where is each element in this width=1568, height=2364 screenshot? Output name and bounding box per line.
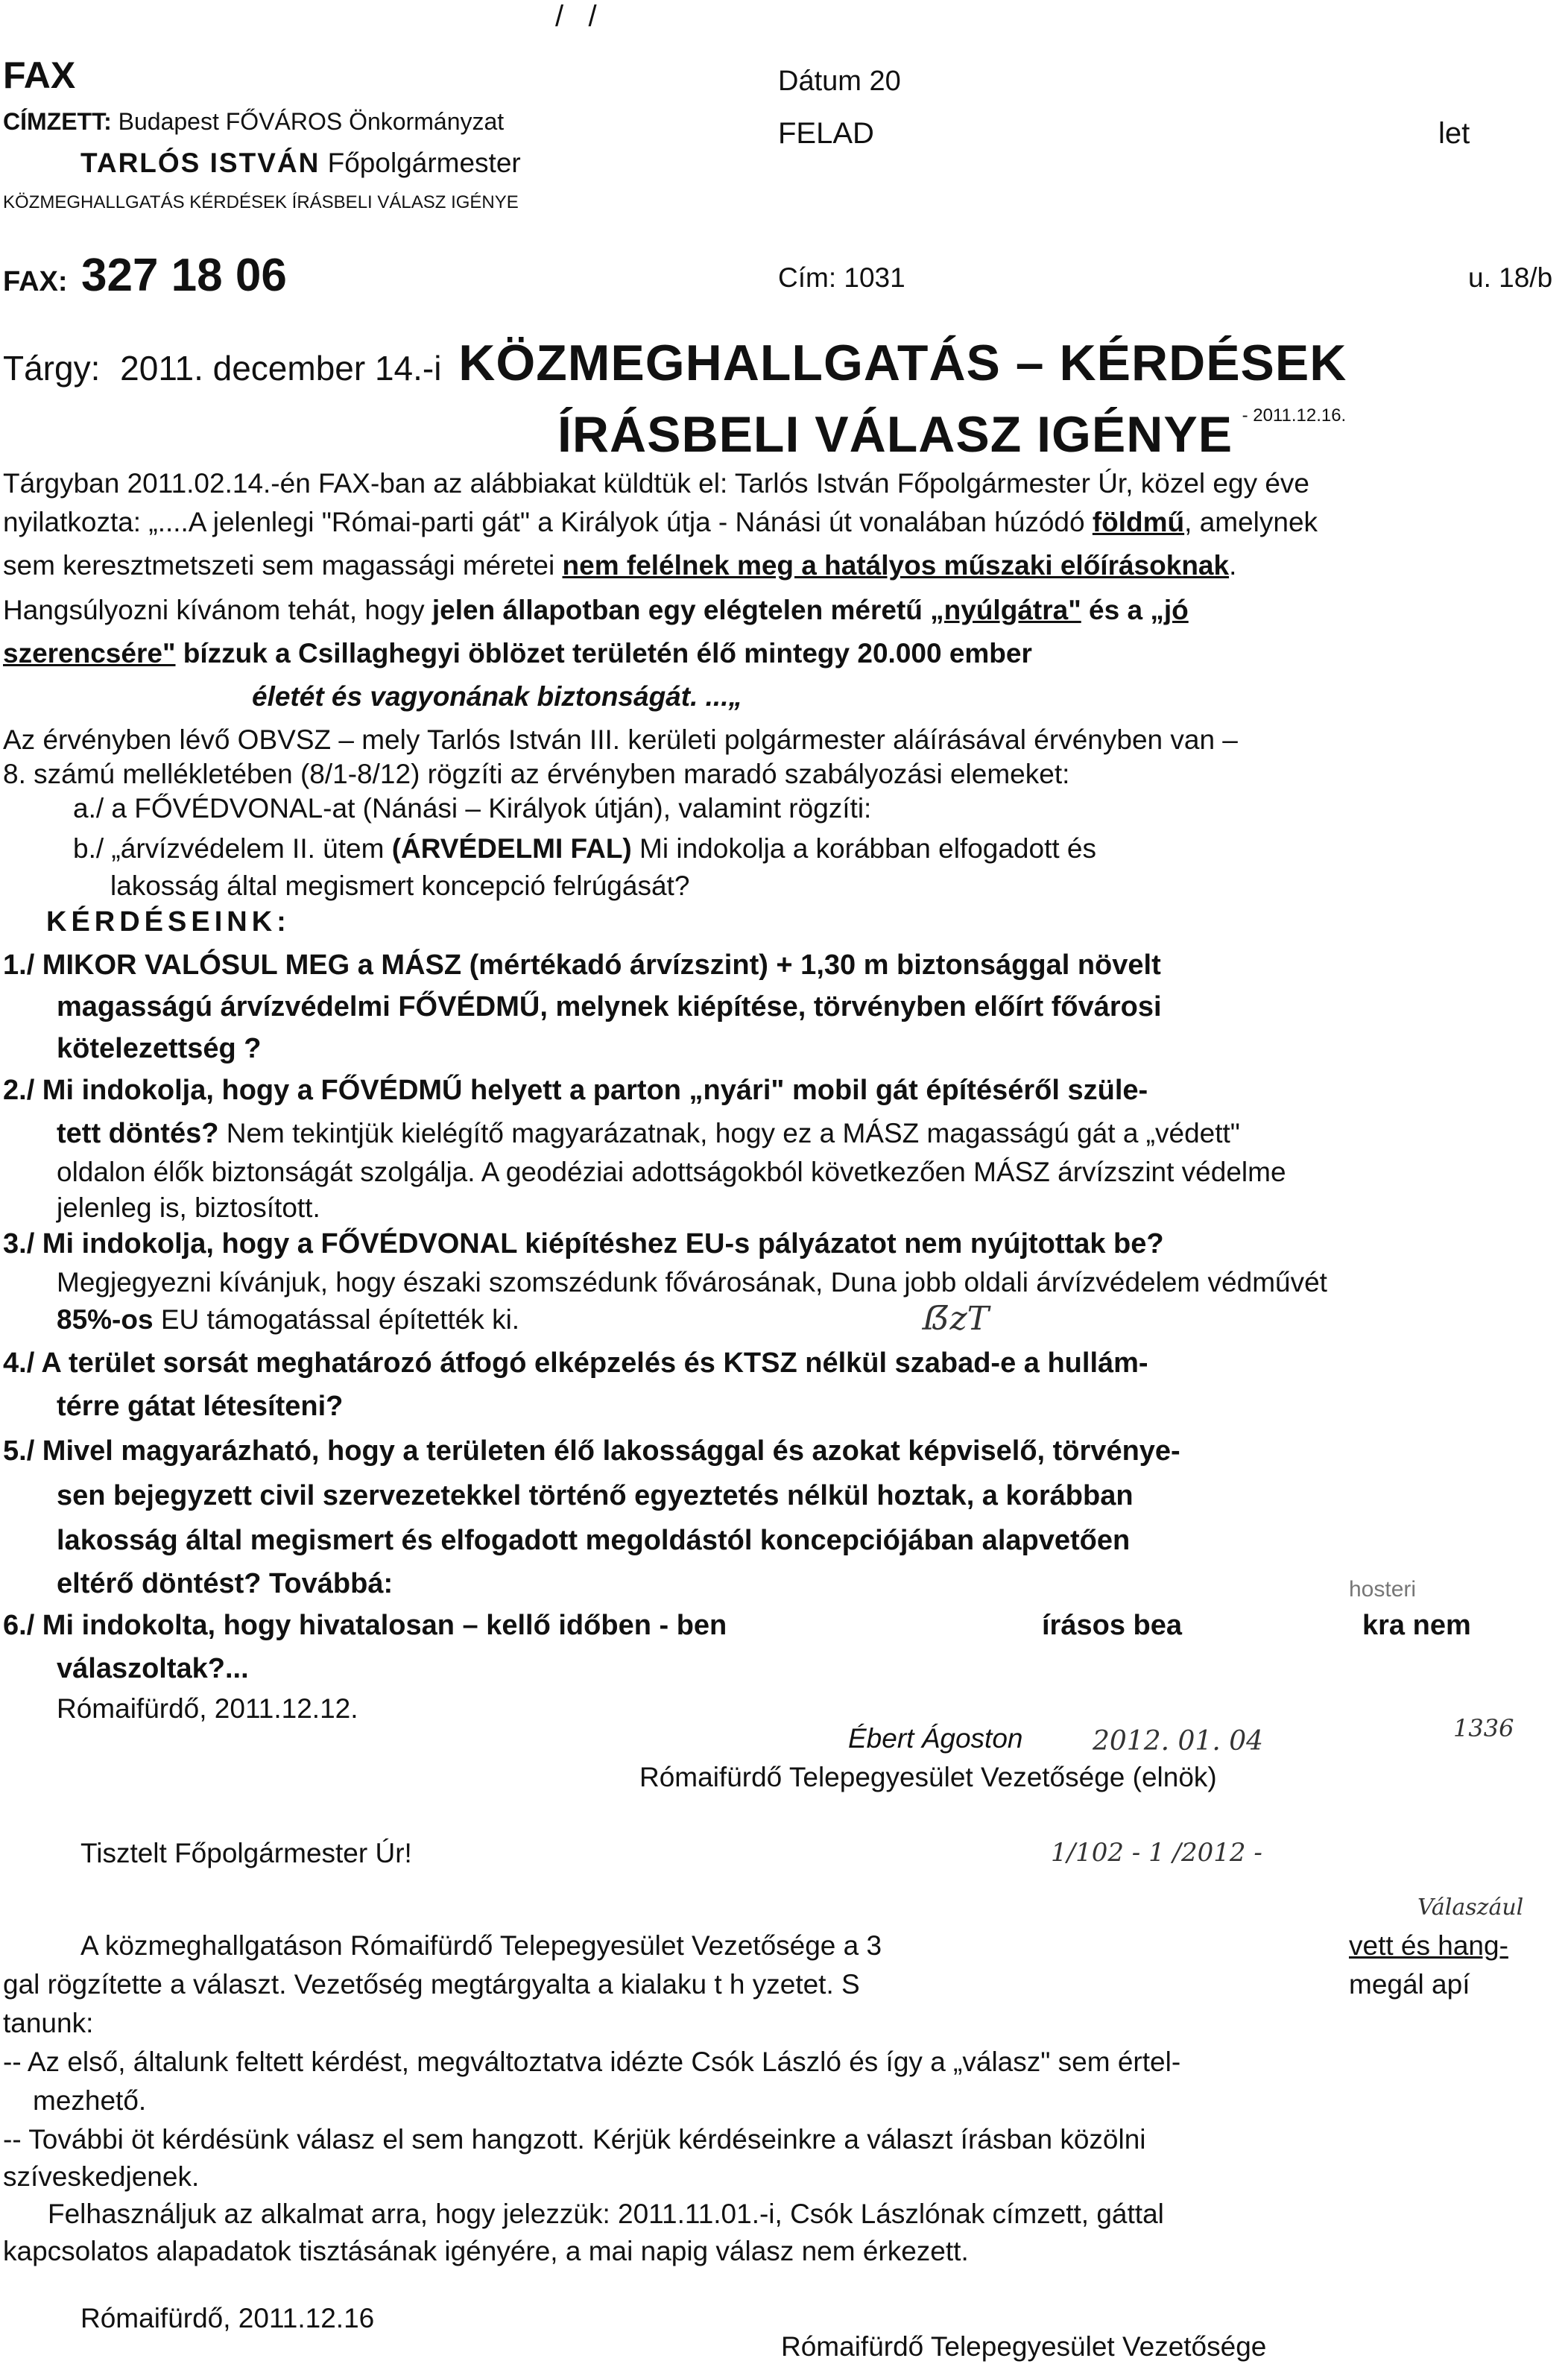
datum-line bbox=[778, 66, 901, 98]
intro-line-4 bbox=[3, 595, 1189, 626]
obvsz-item-b-line-1 bbox=[73, 833, 1096, 865]
q4-line-2: térre gátat létesíteni? bbox=[57, 1391, 344, 1422]
sig1-name: Ébert Ágoston bbox=[848, 1723, 1023, 1754]
intro-hangsulyozni: Hangsúlyozni kívánom tehát, hogy bbox=[3, 595, 432, 625]
letter-bullet-2-line-2: szíveskedjenek. bbox=[3, 2161, 200, 2192]
sig1-place-date: Rómaifürdő, 2011.12.12. bbox=[57, 1693, 358, 1724]
q6-line-2: válaszoltak?... bbox=[57, 1653, 249, 1684]
fax-label: FAX: bbox=[3, 266, 68, 297]
recipient-name: TARLÓS ISTVÁN bbox=[80, 148, 320, 178]
intro-quote: nyilatkozta: „....A jelenlegi "Római-parti gát" a Királyok útja - Nánási út vonalában húzódó bbox=[3, 507, 1093, 537]
q1-line-3: kötelezettség ? bbox=[57, 1033, 262, 1064]
q1-line-1: 1./ MIKOR VALÓSUL MEG a MÁSZ (mértékadó árvízszint) + 1,30 m biztonsággal növelt bbox=[3, 949, 1161, 981]
intro-dot: . bbox=[1229, 550, 1237, 581]
letter-bullet-2-line-1: -- További öt kérdésünk válasz el sem hangzott. Kérjük kérdéseinkre a választ írásban közölni bbox=[3, 2124, 1146, 2155]
q3-line-3 bbox=[57, 1304, 519, 1336]
handwritten-note: Válaszául bbox=[1417, 1894, 1524, 1921]
subject-title-1: KÖZMEGHALLGATÁS – KÉRDÉSEK bbox=[458, 335, 1347, 391]
top-scribble: / / bbox=[555, 0, 597, 33]
subject-line-2 bbox=[557, 405, 1346, 464]
subject-stamp: - 2011.12.16. bbox=[1242, 405, 1347, 426]
handwritten-date-2: 1/102 - 1 /2012 - bbox=[1051, 1838, 1262, 1868]
cim-label: Cím: bbox=[778, 262, 837, 293]
handwritten-date-1: 2012. 01. 04 bbox=[1093, 1726, 1264, 1757]
closing-org: Rómaifürdő Telepegyesület Vezetősége bbox=[781, 2331, 1267, 2362]
q2-line-1: 2./ Mi indokolja, hogy a FŐVÉDMŰ helyett a parton „nyári" mobil gát építéséről szüle- bbox=[3, 1075, 1148, 1106]
q6-fragment-kra-nem: kra nem bbox=[1362, 1610, 1471, 1641]
cim-line bbox=[778, 262, 905, 294]
letter-p2-left: gal rögzítette a választ. Vezetőség megtárgyalta a kialaku t h yzetet. S bbox=[3, 1969, 860, 2000]
letter-p2-right: megál apí bbox=[1349, 1969, 1470, 2000]
obvsz-line-1: Az érvényben lévő OBVSZ – mely Tarlós István III. kerületi polgármester aláírásával érvényben van – bbox=[3, 724, 1238, 755]
q6-fragment-irasos: írásos bea bbox=[1042, 1610, 1182, 1641]
q2-line-3: oldalon élők biztonságát szolgálja. A geodéziai adottságokból következően MÁSZ árvízszint védelme bbox=[57, 1157, 1286, 1187]
sig1-org: Rómaifürdő Telepegyesület Vezetősége (elnök) bbox=[639, 1762, 1217, 1792]
intro-nem-felelnek: nem felélnek meg a hatályos műszaki előírásoknak bbox=[562, 550, 1230, 581]
q5-line-4: eltérő döntést? Továbbá: bbox=[57, 1568, 393, 1599]
intro-biztonsag: bízzuk a Csillaghegyi öblözet területén élő mintegy 20.000 ember bbox=[175, 638, 1032, 669]
obvsz-item-b-line-2: lakosság által megismert koncepció felrúgását? bbox=[110, 870, 690, 901]
q3-percent: 85%-os bbox=[57, 1304, 154, 1335]
letter-greeting: Tisztelt Főpolgármester Úr! bbox=[80, 1838, 412, 1868]
fax-number: 327 18 06 bbox=[81, 250, 287, 301]
intro-amelynek: , amelynek bbox=[1184, 507, 1318, 537]
intro-es-a: és a bbox=[1081, 595, 1151, 625]
datum-value: 20 bbox=[869, 66, 901, 97]
obvsz-arvedelmi-fal: (ÁRVÉDELMI FAL) bbox=[391, 833, 632, 864]
obvsz-item-a: a./ a FŐVÉDVONAL-at (Nánási – Királyok útján), valamint rögzíti: bbox=[73, 793, 872, 824]
letter-bullet-1-line-2: mezhető. bbox=[33, 2085, 147, 2116]
subject-line-1 bbox=[3, 334, 1347, 392]
q5-line-2: sen bejegyzett civil szervezetekkel történő egyeztetés nélkül hoztak, a korábban bbox=[57, 1480, 1134, 1511]
letter-p1-right: vett és hang- bbox=[1349, 1930, 1508, 1961]
subject-small: KÖZMEGHALLGATÁS KÉRDÉSEK ÍRÁSBELI VÁLASZ IGÉNYE bbox=[3, 192, 519, 212]
obvsz-b-question: Mi indokolja a korábban elfogadott és bbox=[631, 833, 1097, 864]
recipient-title: Főpolgármester bbox=[327, 148, 521, 178]
q4-line-1: 4./ A terület sorsát meghatározó átfogó elképzelés és KTSZ nélkül szabad-e a hullám- bbox=[3, 1347, 1148, 1379]
closing-place-date: Rómaifürdő, 2011.12.16 bbox=[80, 2303, 375, 2333]
subject-title-2: ÍRÁSBELI VÁLASZ IGÉNYE bbox=[557, 406, 1233, 463]
subject-date: 2011. december 14.-i bbox=[120, 349, 442, 388]
intro-sem: sem keresztmetszeti sem magassági méretei bbox=[3, 550, 563, 581]
intro-jo: „jó bbox=[1150, 595, 1189, 625]
let-fragment: let bbox=[1438, 117, 1470, 150]
fax-title: FAX bbox=[3, 54, 76, 96]
cim-value: 1031 bbox=[844, 262, 905, 293]
letter-bullet-1-line-1: -- Az első, általunk feltett kérdést, megváltoztatva idézte Csók László és így a „válasz" sem értel- bbox=[3, 2047, 1181, 2077]
stamp-fragment: hosteri bbox=[1349, 1577, 1417, 1602]
questions-heading: KÉRDÉSEINK: bbox=[46, 906, 291, 938]
letter-p1-left: A közmeghallgatáson Rómaifürdő Telepegyesület Vezetősége a 3 bbox=[80, 1930, 882, 1961]
q2-line-2 bbox=[57, 1118, 1240, 1150]
cimzett-label: CÍMZETT: bbox=[3, 108, 112, 135]
handwritten-reg-no: 1336 bbox=[1453, 1714, 1514, 1742]
q3-line-2: Megjegyezni kívánjuk, hogy északi szomszédunk fővárosának, Duna jobb oldali árvízvédelem védművét bbox=[57, 1267, 1327, 1298]
intro-nyulgatra: „nyúlgátra" bbox=[930, 595, 1081, 625]
letter-p4-line-2: kapcsolatos alapadatok tisztásának igényére, a mai napig válasz nem érkezett. bbox=[3, 2236, 969, 2266]
intro-szerencsere: szerencsére" bbox=[3, 638, 176, 669]
intro-line-3 bbox=[3, 550, 1236, 581]
letter-p3: tanunk: bbox=[3, 2008, 94, 2038]
intro-line-2 bbox=[3, 507, 1318, 538]
letter-p4-line-1: Felhasználjuk az alkalmat arra, hogy jelezzük: 2011.11.01.-i, Csók Lászlónak címzett, gáttal bbox=[48, 2199, 1164, 2229]
q5-line-1: 5./ Mivel magyarázható, hogy a területen élő lakossággal és azokat képviselő, törvénye- bbox=[3, 1435, 1180, 1467]
fax-number-line bbox=[3, 249, 287, 302]
intro-line-5 bbox=[3, 638, 1032, 669]
q6-line-1: 6./ Mi indokolta, hogy hivatalosan – kellő időben - ben bbox=[3, 1610, 727, 1641]
felad-label: FELAD bbox=[778, 117, 874, 150]
q2-explanation: Nem tekintjük kielégítő magyarázatnak, hogy ez a MÁSZ magasságú gát a „védett" bbox=[218, 1118, 1240, 1148]
address-tail: u. 18/b bbox=[1468, 262, 1553, 293]
cimzett-line bbox=[3, 108, 504, 136]
cimzett-value: Budapest FŐVÁROS Önkormányzat bbox=[118, 108, 505, 135]
handwritten-mark: ẞzT bbox=[923, 1300, 990, 1338]
datum-label: Dátum bbox=[778, 66, 862, 97]
intro-line-6: életét és vagyonának biztonságát. ...„ bbox=[252, 681, 742, 712]
obvsz-b-label: b./ „árvízvédelem II. ütem bbox=[73, 833, 392, 864]
intro-line-1: Tárgyban 2011.02.14.-én FAX-ban az alábbiakat küldtük el: Tarlós István Főpolgármester Úr, közel egy éve bbox=[3, 468, 1310, 499]
q3-eu: EU támogatással építették ki. bbox=[153, 1304, 520, 1335]
intro-foldmu: földmű bbox=[1092, 507, 1185, 537]
q1-line-2: magasságú árvízvédelmi FŐVÉDMŰ, melynek kiépítése, törvényben előírt fővárosi bbox=[57, 991, 1162, 1023]
q2-dontes: tett döntés? bbox=[57, 1118, 219, 1149]
obvsz-line-2: 8. számú mellékletében (8/1-8/12) rögzíti az érvényben maradó szabályozási elemeket: bbox=[3, 759, 1070, 789]
q3-line-1: 3./ Mi indokolja, hogy a FŐVÉDVONAL kiépítéshez EU-s pályázatot nem nyújtottak be? bbox=[3, 1228, 1164, 1260]
recipient-line bbox=[80, 148, 521, 179]
q2-line-4: jelenleg is, biztosított. bbox=[57, 1192, 320, 1223]
intro-jelen: jelen állapotban egy elégtelen méretű bbox=[431, 595, 931, 625]
subject-label: Tárgy: bbox=[3, 349, 101, 388]
q5-line-3: lakosság által megismert és elfogadott megoldástól koncepciójában alapvetően bbox=[57, 1525, 1131, 1556]
